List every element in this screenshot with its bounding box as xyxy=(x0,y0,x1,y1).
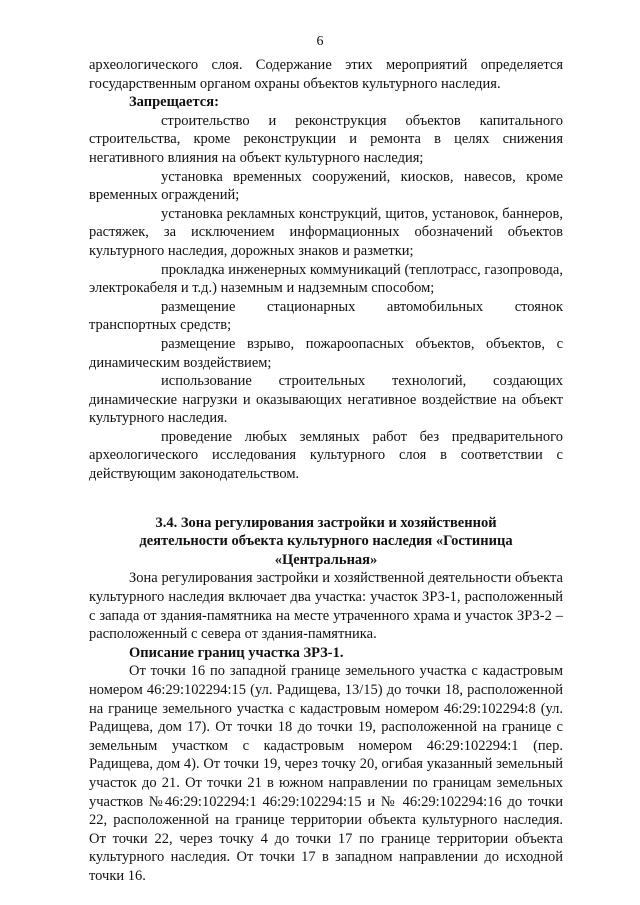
section-heading-line: «Центральная» xyxy=(274,551,378,568)
prohibited-heading: Запрещается: xyxy=(129,94,219,111)
boundaries-paragraph: От точки 16 по западной границе земельного участка с кадастровым номером 46:29:102294:15 (ул. Радищева, 13/15) до точки 18, расположенной на границе земельного участка с кадастровым номером 46:29:102294:8 (ул. Радищева, дом 17). От точки 18 до точки 19, расположенной на границе с земельным участком с кадастровым номером 46:29:102294:1 (пер. Радищева, дом 4). От точки 19, через точку 20, огибая указанный земельный участок до 21. От точки 21 в южном направлении по границам земельных участков №46:29:102294:1 46:29:102294:15 и № 46:29:102294:16 до точки 22, расположенной на границе территории объекта культурного наследия. От точки 22, через точку 4 до точки 17 по границе территории объекта культурного наследия. От точки 17 в западном направлении до исходной точки 16. xyxy=(89,663,563,884)
prohibition-item: проведение любых земляных работ без предварительного археологического исследования культурного слоя в соответствии с действующим законодательством. xyxy=(89,428,563,483)
prohibition-item: прокладка инженерных коммуникаций (теплотрасс, газопровода, электрокабеля и т.д.) наземным и надземным способом; xyxy=(89,261,563,297)
section-heading xyxy=(89,514,563,570)
intro-paragraph: археологического слоя. Содержание этих мероприятий определяется государственным органом охраны объектов культурного наследия. xyxy=(89,57,563,92)
page-number: 6 xyxy=(316,34,324,49)
section-heading-line: деятельности объекта культурного наследия «Гостиница xyxy=(139,533,513,550)
prohibition-item: строительство и реконструкция объектов капитального строительства, кроме реконструкции и ремонта в целях снижения негативного влияния на объект культурного наследия; xyxy=(89,112,563,166)
prohibition-item: размещение взрыво, пожароопасных объектов, объектов, с динамическим воздействием; xyxy=(89,335,563,371)
prohibition-item: использование строительных технологий, создающих динамические нагрузки и оказывающих негативное воздействие на объект культурного наследия. xyxy=(89,373,563,427)
prohibition-item: установка рекламных конструкций, щитов, установок, баннеров, растяжек, за исключением информационных обозначений объектов культурного наследия, дорожных знаков и разметки; xyxy=(89,205,563,259)
section-heading-line: 3.4. Зона регулирования застройки и хозяйственной xyxy=(155,514,497,531)
document-body xyxy=(89,56,563,886)
zone-paragraph: Зона регулирования застройки и хозяйственной деятельности объекта культурного наследия включает два участка: участок ЗРЗ-1, расположенный с запада от здания-памятника на месте утраченного храма и участок ЗРЗ-2 – расположенный с севера от здания-памятника. xyxy=(89,570,563,643)
prohibition-item: установка временных сооружений, киосков, навесов, кроме временных ограждений; xyxy=(89,168,563,204)
prohibition-item: размещение стационарных автомобильных стоянок транспортных средств; xyxy=(89,298,563,334)
boundaries-heading: Описание границ участка ЗРЗ-1. xyxy=(129,644,344,661)
